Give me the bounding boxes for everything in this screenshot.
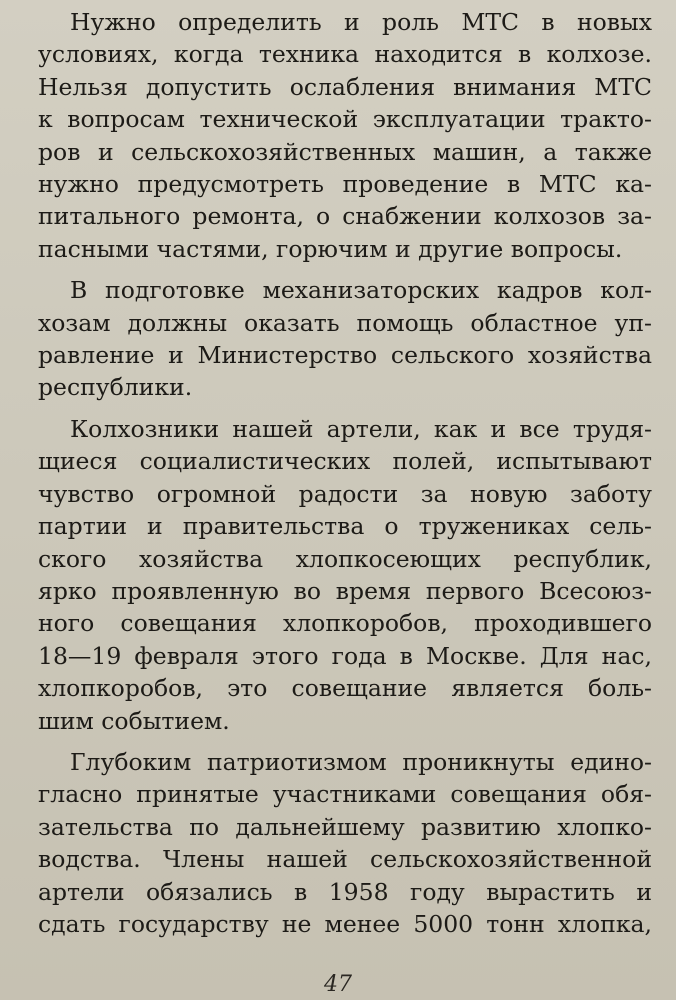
text-line: хлопкоробов, это совещание является боль- [38,674,652,703]
paragraph-patriotism [38,746,652,940]
text-line: Глубоким патриотизмом проникнуты едино- [70,747,652,776]
text-line: Нужно определить и роль МТС в новых [70,8,652,36]
text-line: чувство огромной радости за новую заботу [38,479,652,508]
text-line: водства. Члены нашей сельскохозяйственной [38,845,652,874]
text-line: республики. [38,373,193,402]
text-line: артели обязались в 1958 году вырастить и [38,877,652,906]
text-line: В подготовке механизаторских кадров кол- [70,276,652,305]
text-line: ярко проявленную во время первого Всесоюз- [38,576,652,605]
text-line: щиеся социалистических полей, испытывают [38,447,652,476]
text-line: питального ремонта, о снабжении колхозов за- [38,202,652,231]
text-line: хозам должны оказать помощь областное уп- [38,308,652,337]
text-line: нужно предусмотреть проведение в МТС ка- [38,170,652,199]
text-line: к вопросам технической эксплуатации тракто- [38,105,652,134]
text-line: сдать государству не менее 5000 тонн хлопка, [38,909,652,938]
paragraph-mts-role [38,6,652,265]
body-text [38,6,652,949]
text-line: гласно принятые участниками совещания обя- [38,780,652,809]
paragraph-collective-farmers [38,413,652,737]
text-line: Нельзя допустить ослабления внимания МТС [38,72,652,101]
text-line: ного совещания хлопкоробов, проходившего [38,609,652,638]
paragraph-training [38,274,652,404]
text-line: равление и Министерство сельского хозяйства [38,341,652,370]
text-line: ров и сельскохозяйственных машин, а также [38,137,652,166]
page-number: 47 [324,972,352,997]
text-line: условиях, когда техника находится в колхозе. [38,40,652,69]
text-line: зательства по дальнейшему развитию хлопко- [38,812,652,841]
text-line: шим событием. [38,706,230,735]
text-line: ского хозяйства хлопкосеющих республик, [38,544,652,573]
text-line: пасными частями, горючим и другие вопросы. [38,234,623,263]
text-line: 18—19 февраля этого года в Москве. Для нас, [38,641,652,670]
text-line: партии и правительства о тружениках сель- [38,512,652,541]
text-line: Колхозники нашей артели, как и все трудя- [70,414,652,443]
